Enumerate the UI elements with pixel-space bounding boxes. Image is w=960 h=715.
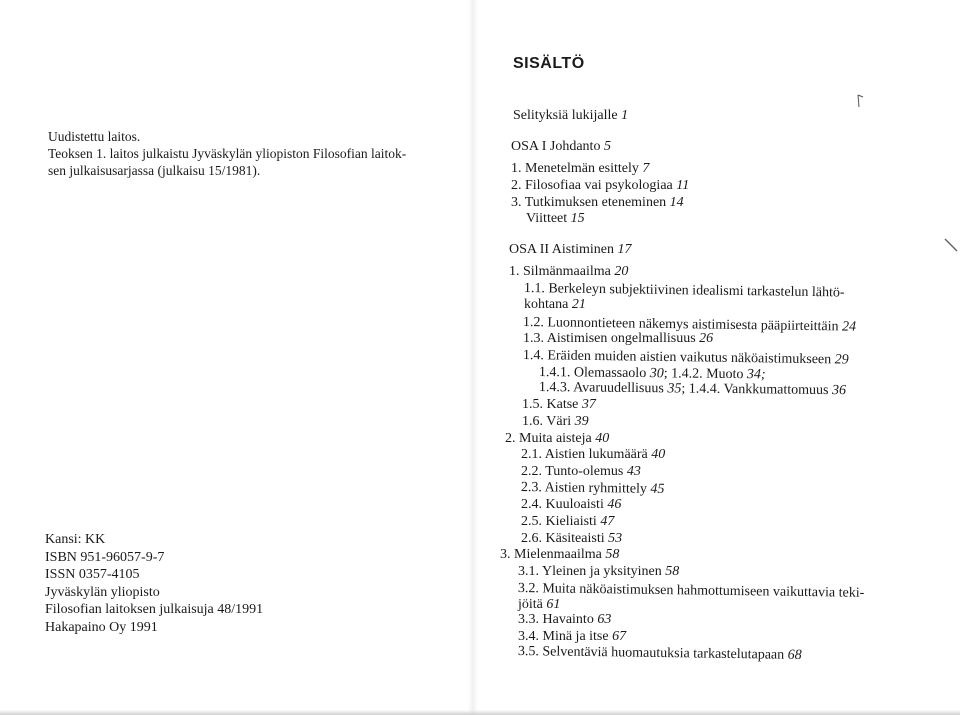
toc-entry-title: 2. Muita aisteja: [505, 431, 592, 446]
toc-entry-page: 40: [595, 431, 610, 446]
toc-entry-title: 3.1. Yleinen ja yksityinen: [518, 564, 662, 579]
toc-entry: [521, 531, 622, 547]
toc-entry-page: 26: [699, 331, 714, 346]
toc-entry-title: 2.4. Kuuloaisti: [521, 497, 604, 512]
toc-entry: [521, 447, 665, 463]
imprint: [45, 531, 375, 637]
toc-entry-page: 63: [597, 612, 612, 627]
toc-entry-title: 2.2. Tunto-olemus: [521, 464, 624, 479]
imprint-line: Jyväskylän yliopisto: [45, 584, 160, 600]
toc-entry: [521, 514, 614, 530]
toc-entry-page: 53: [608, 531, 623, 546]
toc-entry-title: kohtana: [524, 297, 569, 312]
toc-entry-title: Viitteet: [526, 211, 568, 226]
toc-entry-page: 15: [570, 211, 585, 226]
toc-entry-page: 17: [617, 242, 632, 257]
toc-entry-title: 3. Tutkimuksen eteneminen: [511, 195, 667, 210]
toc-entry-page: 37: [581, 397, 596, 412]
toc-entry-title: 1. Silmänmaailma: [509, 264, 611, 279]
toc-entry-page: 30: [649, 366, 664, 382]
toc-entry-page: 45: [650, 481, 665, 498]
toc-entry-title: 1.6. Väri: [522, 414, 572, 429]
toc-entry-page: 35: [667, 381, 682, 397]
toc-entry-page: 40: [651, 447, 666, 462]
toc-entry-page: 58: [605, 547, 620, 562]
toc-entry-page: 39: [574, 414, 589, 429]
imprint-line: Kansi: KK: [45, 532, 106, 547]
toc-entry-title: 2.5. Kieliaisti: [521, 514, 597, 529]
pencil-mark: [857, 94, 864, 108]
toc-entry-page: 61: [546, 597, 561, 612]
toc-entry-page: 34;: [746, 367, 766, 383]
toc-entry-page: 21: [571, 297, 586, 312]
toc-entry-page: 20: [614, 264, 629, 279]
toc-part-heading: [511, 139, 611, 155]
toc-entry: [523, 331, 713, 347]
toc-entry-page: 68: [787, 647, 802, 663]
toc-entry: [521, 480, 665, 498]
toc-entry: [500, 547, 619, 563]
toc-entry-title: 1.1. Berkeleyn subjektiivinen idealismi tarkastelun lähtö-: [523, 281, 845, 301]
toc-entry-page: 11: [676, 178, 690, 193]
toc-entry-page: 58: [665, 564, 680, 579]
toc-entry: [526, 211, 585, 227]
left-page: [0, 0, 470, 715]
toc-entry: [518, 612, 611, 628]
toc-entry: [511, 195, 684, 211]
toc-entry: [522, 397, 596, 413]
toc-entry-title: 3.5. Selventäviä huomautuksia tarkastelutapaan: [517, 644, 785, 663]
toc-entry-page: 7: [642, 161, 650, 176]
toc-entry-page: 5: [603, 139, 611, 154]
toc-entry: [518, 581, 865, 602]
toc-entry-title: 1.4.1. Olemassaolo: [538, 365, 647, 382]
edition-note-line: sen julkaisusarjassa (julkaisu 15/1981).: [48, 163, 261, 178]
toc-entry: [513, 108, 628, 124]
imprint-line: ISSN 0357-4105: [45, 567, 140, 583]
toc-entry-title: 1.4.3. Avaruudellisuus: [538, 380, 664, 397]
toc-entry-page: 24: [841, 319, 857, 335]
toc-entry: [518, 564, 679, 580]
page-title: SISÄLTÖ: [513, 55, 585, 72]
toc-entry-title: 1. Menetelmän esittely: [511, 161, 639, 176]
toc-entry-title: 3.2. Muita näköaistimuksen hahmottumiseen vaikuttavia teki-: [517, 581, 865, 601]
toc-entry-page: 67: [612, 629, 627, 644]
imprint-line: Filosofian laitoksen julkaisuja 48/1991: [45, 602, 264, 618]
toc-entry-title: 3. Mielenmaailma: [500, 547, 602, 562]
imprint-line: Hakapaino Oy 1991: [45, 619, 158, 635]
toc-entry-page: 1: [621, 108, 629, 123]
toc-entry: [521, 464, 641, 480]
toc-entry-title: 2.3. Aistien ryhmittely: [520, 480, 647, 497]
toc-entry-page: 14: [669, 195, 684, 210]
toc-entry-page: 36: [831, 383, 847, 399]
edition-note: [48, 128, 448, 179]
edition-note-line: Teoksen 1. laitos julkaistu Jyväskylän yliopiston Filosofian laitok-: [48, 146, 407, 161]
toc-entry-title: jöitä: [518, 597, 543, 612]
toc-entry-title: 1.5. Katse: [522, 397, 579, 412]
toc-entry: [522, 414, 589, 430]
toc-entry: [511, 178, 689, 194]
toc-part-heading: [509, 242, 632, 258]
toc-entry-title: OSA II Aistiminen: [509, 242, 615, 257]
toc-entry-title: ; 1.4.4. Vankkumattomuus: [681, 381, 833, 399]
toc-entry: [511, 161, 649, 177]
toc-entry-title: 2.1. Aistien lukumäärä: [521, 447, 648, 462]
imprint-line: ISBN 951-96057-9-7: [45, 549, 165, 565]
toc-entry-page: 46: [607, 497, 622, 512]
toc-entry: [505, 431, 609, 447]
toc-entry: [518, 629, 626, 645]
toc-entry-title: 3.4. Minä ja itse: [518, 629, 609, 644]
edition-note-line: Uudistettu laitos.: [48, 129, 141, 144]
toc-entry: [524, 297, 586, 313]
toc-entry-title: 1.4. Eräiden muiden aistien vaikutus näköaistimukseen: [522, 348, 832, 368]
toc-entry: [509, 264, 628, 280]
toc-entry-title: 1.2. Luonnontieteen näkemys aistimisesta pääpiirteittäin: [522, 315, 839, 335]
toc-entry-title: 2. Filosofiaa vai psykologiaa: [511, 178, 673, 193]
page-bottom-edge: [0, 710, 960, 715]
toc-entry-page: 47: [600, 514, 615, 529]
toc-entry: [521, 497, 621, 513]
toc-entry-page: 29: [834, 352, 849, 368]
toc-entry-title: 2.6. Käsiteaisti: [521, 531, 605, 546]
toc-entry: [518, 644, 802, 664]
toc-entry-title: Selityksiä lukijalle: [513, 108, 618, 123]
toc-entry-title: 3.3. Havainto: [518, 612, 594, 627]
pencil-mark: [944, 238, 958, 252]
toc-entry: [518, 597, 560, 613]
toc-entry-page: 43: [626, 464, 641, 479]
toc-entry-title: 1.3. Aistimisen ongelmallisuus: [523, 331, 696, 346]
toc-entry-title: ; 1.4.2. Muoto: [663, 366, 748, 383]
toc-entry-title: OSA I Johdanto: [511, 139, 601, 154]
